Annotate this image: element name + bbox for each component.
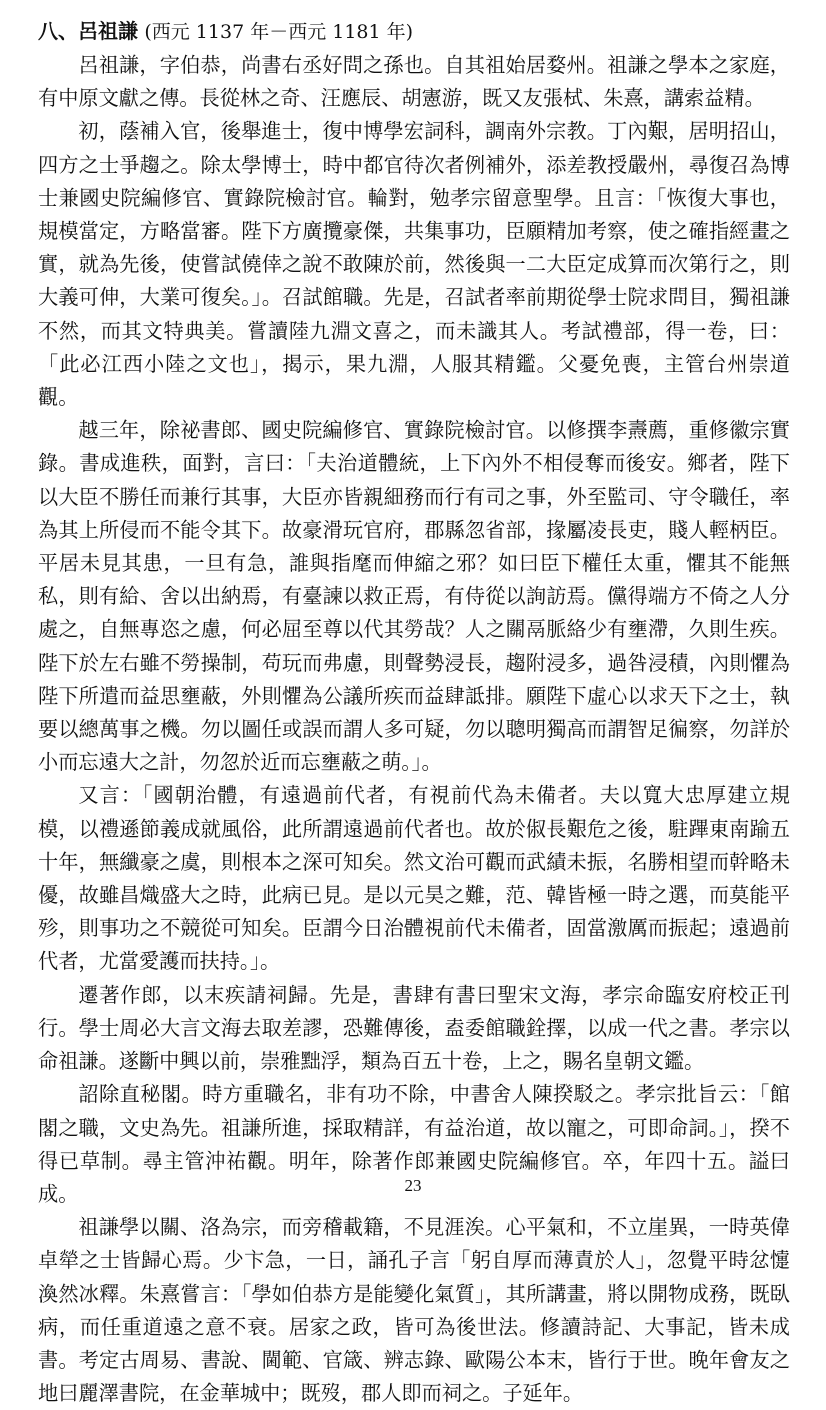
paragraph-4: 又言：「國朝治體，有遠過前代者，有視前代為未備者。夫以寬大忠厚建立規模，以禮遜節義成就風俗，此所謂遠過前代者也。故於俶長艱危之後，駐蹕東南踰五十年，無纖豪之虞，則根本之深可知矣。然文治可觀而武績未振，名勝相望而幹略未優，故雖昌熾盛大之時，此病已見。是以元昊之難，范、韓皆極一時之選，而莫能平殄，則事功之不競從可知矣。臣謂今日治體視前代未備者，固當激厲而振起；遠過前代者，尤當愛護而扶持。」。 bbox=[38, 783, 790, 974]
paragraph-2: 初，蔭補入官，後舉進士，復中博學宏詞科，調南外宗教。丁內艱，居明招山，四方之士爭趨之。除太學博士，時中都官待次者例補外，添差教授嚴州，尋復召為博士兼國史院編修官、實錄院檢討官。輪對，勉孝宗留意聖學。且言：「恢復大事也，規模當定，方略當審。陛下方廣攬豪傑，共集事功，臣願精加考察，使之確指經畫之實，就為先後，使嘗試僥倖之說不敢陳於前，然後與一二大臣定成算而次第行之，則大義可伸，大業可復矣。」。召試館職。先是，召試者率前期從學士院求問目，獨祖謙不然，而其文特典美。嘗讀陸九淵文喜之，而未識其人。考試禮部，得一卷，曰：「此必江西小陸之文也」，揭示，果九淵，人服其精鑑。父憂免喪，主管台州崇道觀。 bbox=[38, 119, 790, 410]
paragraph-1: 呂祖謙，字伯恭，尚書右丞好問之孫也。自其祖始居婺州。祖謙之學本之家庭，有中原文獻之傳。長從林之奇、汪應辰、胡憲游，既又友張栻、朱熹，講索益精。 bbox=[38, 53, 790, 111]
paragraph-5: 遷著作郎，以末疾請祠歸。先是，書肆有書曰聖宋文海，孝宗命臨安府校正刊行。學士周必大言文海去取差謬，恐難傳後，盍委館職銓擇，以成一代之書。孝宗以命祖謙。遂斷中興以前，崇雅黜浮，類為百五十卷，上之，賜名皇朝文鑑。 bbox=[38, 982, 790, 1074]
paragraph-6: 詔除直秘閣。時方重職名，非有功不除，中書舍人陳揆駁之。孝宗批旨云：「館閣之職，文史為先。祖謙所進，採取精詳，有益治道，故以寵之，可即命詞。」，揆不得已草制。尋主管沖祐觀。明年，除著作郎兼國史院編修官。卒，年四十五。謚曰成。 bbox=[38, 1082, 790, 1206]
section-heading bbox=[38, 14, 790, 49]
paragraph-3: 越三年，除祕書郎、國史院編修官、實錄院檢討官。以修撰李燾薦，重修徽宗實錄。書成進秩，面對，言曰：「夫治道體統，上下內外不相侵奪而後安。鄉者，陛下以大臣不勝任而兼行其事，大臣亦皆親細務而行有司之事，外至監司、守令職任，率為其上所侵而不能令其下。故豪滑玩官府，郡縣忽省部，掾屬凌長吏，賤人輕柄臣。平居未見其患，一旦有急，誰與指麾而伸縮之邪？如曰臣下權任太重，懼其不能無私，則有給、舍以出納焉，有臺諫以救正焉，有侍從以詢訪焉。儻得端方不倚之人分處之，自無專恣之慮，何必屈至尊以代其勞哉？人之關鬲脈絡少有壅滯，久則生疾。陛下於左右雖不勞操制，苟玩而弗慮，則聲勢浸長，趨附浸多，過咎浸積，內則懼為陛下所遣而益思壅蔽，外則懼為公議所疾而益肆詆排。願陛下虛心以求天下之士，執要以總萬事之機。勿以圖任或誤而謂人多可疑，勿以聰明獨高而謂智足徧察，勿詳於小而忘遠大之計，勿忽於近而忘壅蔽之萌。」。 bbox=[38, 418, 790, 775]
lifespan-dates: (西元 1137 年－西元 1181 年) bbox=[144, 21, 414, 43]
section-title: 八、呂祖謙 bbox=[38, 19, 138, 43]
page-content bbox=[38, 14, 790, 1410]
page-number: 23 bbox=[404, 1176, 422, 1195]
paragraph-7: 祖謙學以關、洛為宗，而旁稽載籍，不見涯涘。心平氣和，不立崖異，一時英偉卓犖之士皆歸心焉。少卞急，一日，誦孔子言「躬自厚而薄責於人」，忽覺平時忿懥渙然冰釋。朱熹嘗言：「學如伯恭方是能變化氣質」，其所講畫，將以開物成務，既臥病，而任重道遠之意不衰。居家之政，皆可為後世法。修讀詩記、大事記，皆未成書。考定古周易、書說、閫範、官箴、辨志錄、歐陽公本末，皆行于世。晚年會友之地曰麗澤書院，在金華城中；既歿，郡人即而祠之。子延年。 bbox=[38, 1215, 790, 1406]
